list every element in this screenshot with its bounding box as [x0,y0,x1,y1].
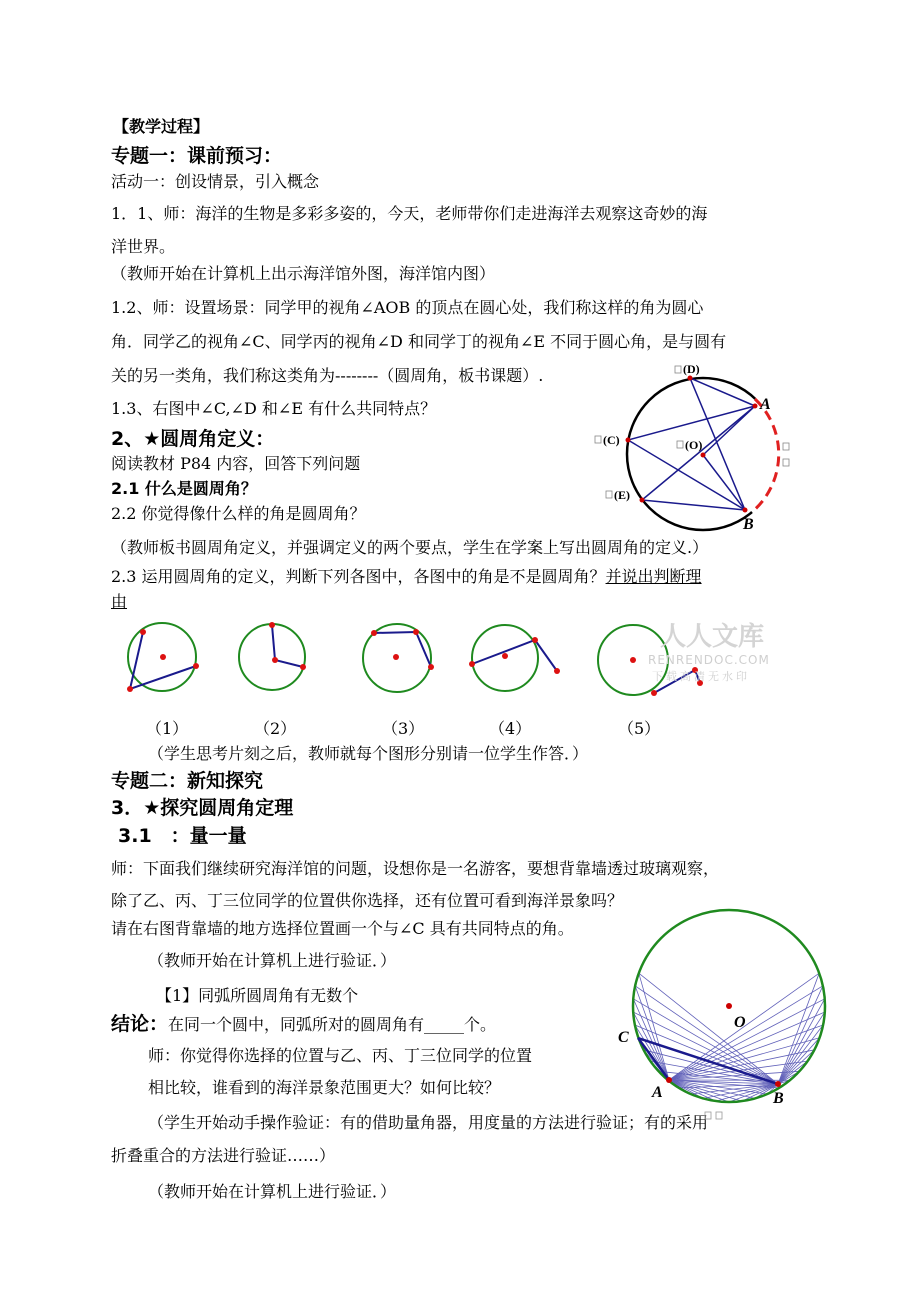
inscribed-angle-rays [633,973,825,1102]
fig-label-5: （5） [618,719,661,738]
paragraph-1-2c: 关的另一类角，我们称这类角为--------（圆周角，板书课题）. [111,366,544,385]
point-1: 【1】同弧所圆周角有无数个 [156,986,359,1005]
paragraph-1-2b: 角．同学乙的视角∠C、同学丙的视角∠D 和同学丁的视角∠E 不同于圆心角，是与圆有 [111,332,727,351]
paragraph-1-2a: 1.2、师：设置场景：同学甲的视角∠AOB 的顶点在圆心处，我们称这样的角为圆心 [111,298,704,317]
teacher-note-6: （教师开始在计算机上进行验证．） [148,1182,397,1201]
paragraph-3c: 请在右图背靠墙的地方选择位置画一个与∠C 具有共同特点的角。 [111,919,574,938]
label-A: A [760,396,771,413]
inscribed-ray [778,1012,825,1084]
fig2-label-O: O [734,1014,746,1031]
watermark-line3: 下载高清无水印 [652,670,750,683]
topic2-title: 专题二：新知探究 [111,770,264,792]
paragraph-3a: 师：下面我们继续研究海洋馆的问题，设想你是一名游客，要想背靠墙透过玻璃观察， [111,859,720,878]
header: 【教学过程】 [113,117,210,136]
question-2-3-underlined: 并说出判断理 [605,567,702,586]
teacher-note-2: （教师板书圆周角定义，并强调定义的两个要点，学生在学案上写出圆周角的定义.） [111,538,709,557]
question-2-1: 2.1 什么是圆周角？ [111,479,257,498]
watermark-line1: 人人文库 [660,622,765,652]
question-2-2: 2.2 你觉得像什么样的角是圆周角？ [111,504,366,523]
inscribed-ray [778,1050,814,1084]
label-D: (D) [683,362,700,376]
label-E: (E) [614,488,630,502]
teacher-note-5b: 折叠重合的方法进行验证……） [111,1146,336,1165]
label-C: (C) [603,433,620,447]
inscribed-ray [778,1038,820,1084]
topic1-title: 专题一：课前预习： [111,145,283,167]
paragraph-3b: 除了乙、丙、丁三位同学的位置供你选择，还有位置可看到海洋景象吗？ [111,891,624,910]
fig2-label-B: B [773,1090,784,1107]
section3-1-title: 3.1 ：量一量 [118,825,247,847]
watermark-line2: RENRENDOC.COM [648,653,770,667]
teacher-note-1: （教师开始在计算机上出示海洋馆外图，海洋馆内图） [111,264,496,283]
fig2-label-C: C [618,1029,629,1046]
question-2-3-text: 2.3 运用圆周角的定义，判断下列各图中，各图中的角是不是圆周角？ [111,567,606,586]
paragraph-1-3: 1.3、右图中∠C,∠D 和∠E 有什么共同特点？ [111,399,437,418]
conclusion-label: 结论： [111,1013,169,1035]
paragraph-4b: 相比较，谁看到的海洋景象范围更大？如何比较？ [148,1078,501,1097]
section3-title: 3．★探究圆周角定理 [111,797,294,819]
label-B: B [743,516,754,533]
fig-label-4: （4） [489,719,532,738]
fig-label-1: （1） [146,719,189,738]
paragraph-4a: 师：你觉得你选择的位置与乙、丙、丁三位同学的位置 [148,1046,533,1065]
teacher-note-5a: （学生开始动手操作验证：有的借助量角器，用度量的方法进行验证；有的采用 [148,1113,709,1132]
section2-title: 2、★圆周角定义： [111,428,275,450]
label-O: (O) [685,438,703,452]
conclusion-text: 在同一个圆中，同弧所对的圆周角有_____个。 [168,1015,497,1034]
fig-label-2: （2） [254,719,297,738]
paragraph-1-1a: 1．1、师：海洋的生物是多彩多姿的，今天，老师带你们走进海洋去观察这奇妙的海 [111,204,708,223]
fig-label-3: （3） [382,719,425,738]
reading-line: 阅读教材 P84 内容，回答下列问题 [111,454,361,473]
teacher-note-4: （教师开始在计算机上进行验证．） [148,951,397,970]
activity-line: 活动一：创设情景，引入概念 [111,172,320,191]
fig2-label-A: A [652,1084,663,1101]
paragraph-1-1b: 洋世界。 [111,237,176,256]
teacher-note-3: （学生思考片刻之后，教师就每个图形分别请一位学生作答．） [148,744,589,763]
question-2-3-end: 由 [111,592,128,611]
